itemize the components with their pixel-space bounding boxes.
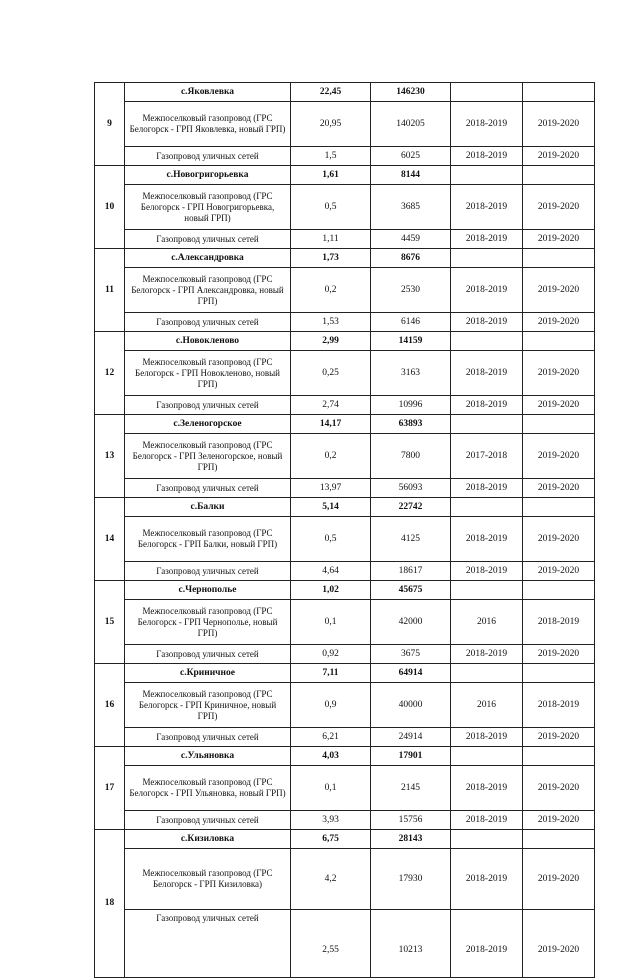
design-period: 2018-2019	[451, 268, 523, 313]
pipeline-cost: 3685	[371, 185, 451, 230]
settlement-year-start	[451, 415, 523, 434]
pipeline-description: Газопровод уличных сетей	[125, 147, 291, 166]
street-network-row	[95, 645, 595, 664]
settlement-length: 22,45	[291, 83, 371, 102]
settlement-length: 7,11	[291, 664, 371, 683]
settlement-name: с.Зеленогорское	[125, 415, 291, 434]
street-network-row	[95, 910, 595, 978]
settlement-name: с.Кизиловка	[125, 830, 291, 849]
design-period: 2018-2019	[451, 313, 523, 332]
settlement-year-start	[451, 83, 523, 102]
settlement-year-start	[451, 249, 523, 268]
pipeline-description: Межпоселковый газопровод (ГРС Белогорск - ГРП Кизиловка)	[125, 849, 291, 910]
settlement-name: с.Ульяновка	[125, 747, 291, 766]
design-period: 2018-2019	[451, 645, 523, 664]
pipeline-description: Газопровод уличных сетей	[125, 313, 291, 332]
settlement-cost: 17901	[371, 747, 451, 766]
settlement-year-end	[523, 83, 595, 102]
row-number: 14	[95, 498, 125, 581]
pipeline-cost: 10996	[371, 396, 451, 415]
pipeline-length: 6,21	[291, 728, 371, 747]
settlement-cost: 45675	[371, 581, 451, 600]
settlement-year-end	[523, 581, 595, 600]
construction-period: 2018-2019	[523, 600, 595, 645]
pipeline-cost: 3675	[371, 645, 451, 664]
pipeline-cost: 56093	[371, 479, 451, 498]
settlement-cost: 8676	[371, 249, 451, 268]
street-network-row	[95, 313, 595, 332]
construction-period: 2019-2020	[523, 811, 595, 830]
construction-period: 2019-2020	[523, 102, 595, 147]
design-period: 2018-2019	[451, 910, 523, 978]
pipeline-cost: 10213	[371, 910, 451, 978]
pipeline-cost: 6146	[371, 313, 451, 332]
pipeline-cost: 42000	[371, 600, 451, 645]
settlement-year-end	[523, 498, 595, 517]
design-period: 2018-2019	[451, 517, 523, 562]
settlement-cost: 8144	[371, 166, 451, 185]
pipeline-cost: 18617	[371, 562, 451, 581]
pipeline-description: Межпоселковый газопровод (ГРС Белогорск - ГРП Новокленово, новый ГРП)	[125, 351, 291, 396]
street-network-row	[95, 147, 595, 166]
settlement-length: 1,73	[291, 249, 371, 268]
pipeline-cost: 2530	[371, 268, 451, 313]
settlement-cost: 22742	[371, 498, 451, 517]
settlement-row	[95, 332, 595, 351]
construction-period: 2019-2020	[523, 147, 595, 166]
pipeline-cost: 4125	[371, 517, 451, 562]
inter-settlement-pipeline-row	[95, 766, 595, 811]
pipeline-cost: 17930	[371, 849, 451, 910]
pipeline-length: 20,95	[291, 102, 371, 147]
row-number: 9	[95, 83, 125, 166]
construction-period: 2019-2020	[523, 910, 595, 978]
pipeline-length: 0,5	[291, 517, 371, 562]
settlement-name: с.Яковлевка	[125, 83, 291, 102]
pipeline-cost: 6025	[371, 147, 451, 166]
pipeline-length: 0,5	[291, 185, 371, 230]
settlement-row	[95, 747, 595, 766]
row-number: 15	[95, 581, 125, 664]
construction-period: 2019-2020	[523, 230, 595, 249]
pipeline-length: 0,25	[291, 351, 371, 396]
pipeline-length: 4,2	[291, 849, 371, 910]
pipeline-length: 2,74	[291, 396, 371, 415]
pipeline-cost: 3163	[371, 351, 451, 396]
pipeline-cost: 2145	[371, 766, 451, 811]
settlement-length: 2,99	[291, 332, 371, 351]
row-number: 13	[95, 415, 125, 498]
inter-settlement-pipeline-row	[95, 268, 595, 313]
design-period: 2018-2019	[451, 396, 523, 415]
pipeline-length: 1,11	[291, 230, 371, 249]
pipeline-description: Газопровод уличных сетей	[125, 396, 291, 415]
design-period: 2018-2019	[451, 811, 523, 830]
settlement-name: с.Чернополье	[125, 581, 291, 600]
design-period: 2018-2019	[451, 728, 523, 747]
settlement-cost: 28143	[371, 830, 451, 849]
construction-period: 2019-2020	[523, 479, 595, 498]
pipeline-length: 0,2	[291, 268, 371, 313]
street-network-row	[95, 811, 595, 830]
design-period: 2016	[451, 600, 523, 645]
inter-settlement-pipeline-row	[95, 600, 595, 645]
settlement-length: 6,75	[291, 830, 371, 849]
settlement-year-end	[523, 249, 595, 268]
pipeline-description: Газопровод уличных сетей	[125, 728, 291, 747]
settlement-name: с.Новокленово	[125, 332, 291, 351]
design-period: 2018-2019	[451, 102, 523, 147]
row-number: 12	[95, 332, 125, 415]
settlement-row	[95, 83, 595, 102]
design-period: 2018-2019	[451, 849, 523, 910]
settlement-year-end	[523, 664, 595, 683]
inter-settlement-pipeline-row	[95, 351, 595, 396]
pipeline-description: Межпоселковый газопровод (ГРС Белогорск - ГРП Александровка, новый ГРП)	[125, 268, 291, 313]
inter-settlement-pipeline-row	[95, 102, 595, 147]
construction-period: 2019-2020	[523, 562, 595, 581]
pipeline-description: Газопровод уличных сетей	[125, 230, 291, 249]
settlement-year-start	[451, 747, 523, 766]
inter-settlement-pipeline-row	[95, 185, 595, 230]
settlement-length: 4,03	[291, 747, 371, 766]
design-period: 2017-2018	[451, 434, 523, 479]
design-period: 2018-2019	[451, 479, 523, 498]
street-network-row	[95, 230, 595, 249]
settlement-cost: 64914	[371, 664, 451, 683]
settlement-row	[95, 830, 595, 849]
settlement-row	[95, 249, 595, 268]
settlement-year-end	[523, 415, 595, 434]
row-number: 17	[95, 747, 125, 830]
settlement-year-end	[523, 332, 595, 351]
street-network-row	[95, 562, 595, 581]
pipeline-cost: 15756	[371, 811, 451, 830]
settlement-year-start	[451, 664, 523, 683]
settlement-year-start	[451, 830, 523, 849]
design-period: 2018-2019	[451, 766, 523, 811]
settlement-name: с.Александровка	[125, 249, 291, 268]
settlement-row	[95, 581, 595, 600]
pipeline-length: 0,1	[291, 600, 371, 645]
pipeline-description: Межпоселковый газопровод (ГРС Белогорск - ГРП Яковлевка, новый ГРП)	[125, 102, 291, 147]
settlement-row	[95, 498, 595, 517]
gasification-table	[94, 82, 595, 978]
pipeline-cost: 24914	[371, 728, 451, 747]
street-network-row	[95, 396, 595, 415]
pipeline-description: Газопровод уличных сетей	[125, 479, 291, 498]
pipeline-description: Межпоселковый газопровод (ГРС Белогорск - ГРП Чернополье, новый ГРП)	[125, 600, 291, 645]
design-period: 2018-2019	[451, 351, 523, 396]
construction-period: 2019-2020	[523, 517, 595, 562]
settlement-length: 5,14	[291, 498, 371, 517]
settlement-year-start	[451, 498, 523, 517]
pipeline-length: 13,97	[291, 479, 371, 498]
settlement-year-start	[451, 581, 523, 600]
construction-period: 2019-2020	[523, 396, 595, 415]
settlement-cost: 14159	[371, 332, 451, 351]
pipeline-description: Газопровод уличных сетей	[125, 645, 291, 664]
pipeline-description: Газопровод уличных сетей	[125, 562, 291, 581]
pipeline-cost: 4459	[371, 230, 451, 249]
pipeline-length: 4,64	[291, 562, 371, 581]
row-number: 10	[95, 166, 125, 249]
inter-settlement-pipeline-row	[95, 849, 595, 910]
design-period: 2018-2019	[451, 185, 523, 230]
construction-period: 2019-2020	[523, 645, 595, 664]
pipeline-length: 1,53	[291, 313, 371, 332]
settlement-year-end	[523, 830, 595, 849]
table-body	[95, 83, 595, 978]
pipeline-length: 0,1	[291, 766, 371, 811]
row-number: 18	[95, 830, 125, 978]
construction-period: 2019-2020	[523, 434, 595, 479]
pipeline-description: Межпоселковый газопровод (ГРС Белогорск - ГРП Зеленогорское, новый ГРП)	[125, 434, 291, 479]
pipeline-length: 0,92	[291, 645, 371, 664]
construction-period: 2019-2020	[523, 268, 595, 313]
construction-period: 2018-2019	[523, 683, 595, 728]
pipeline-length: 0,2	[291, 434, 371, 479]
construction-period: 2019-2020	[523, 351, 595, 396]
settlement-row	[95, 664, 595, 683]
design-period: 2016	[451, 683, 523, 728]
settlement-cost: 146230	[371, 83, 451, 102]
inter-settlement-pipeline-row	[95, 434, 595, 479]
settlement-year-end	[523, 747, 595, 766]
pipeline-description: Межпоселковый газопровод (ГРС Белогорск - ГРП Криничное, новый ГРП)	[125, 683, 291, 728]
settlement-year-end	[523, 166, 595, 185]
settlement-length: 1,02	[291, 581, 371, 600]
settlement-row	[95, 166, 595, 185]
row-number: 16	[95, 664, 125, 747]
construction-period: 2019-2020	[523, 728, 595, 747]
settlement-length: 1,61	[291, 166, 371, 185]
pipeline-cost: 7800	[371, 434, 451, 479]
street-network-row	[95, 728, 595, 747]
construction-period: 2019-2020	[523, 185, 595, 230]
pipeline-length: 2,55	[291, 910, 371, 978]
pipeline-length: 1,5	[291, 147, 371, 166]
pipeline-cost: 40000	[371, 683, 451, 728]
street-network-row	[95, 479, 595, 498]
settlement-cost: 63893	[371, 415, 451, 434]
construction-period: 2019-2020	[523, 313, 595, 332]
pipeline-description: Межпоселковый газопровод (ГРС Белогорск - ГРП Балки, новый ГРП)	[125, 517, 291, 562]
settlement-row	[95, 415, 595, 434]
pipeline-description: Газопровод уличных сетей	[125, 910, 291, 978]
design-period: 2018-2019	[451, 147, 523, 166]
pipeline-length: 0,9	[291, 683, 371, 728]
construction-period: 2019-2020	[523, 766, 595, 811]
pipeline-description: Межпоселковый газопровод (ГРС Белогорск - ГРП Новогригорьевка, новый ГРП)	[125, 185, 291, 230]
construction-period: 2019-2020	[523, 849, 595, 910]
pipeline-description: Межпоселковый газопровод (ГРС Белогорск - ГРП Ульяновка, новый ГРП)	[125, 766, 291, 811]
settlement-year-start	[451, 332, 523, 351]
settlement-name: с.Новогригорьевка	[125, 166, 291, 185]
design-period: 2018-2019	[451, 230, 523, 249]
settlement-length: 14,17	[291, 415, 371, 434]
inter-settlement-pipeline-row	[95, 517, 595, 562]
pipeline-description: Газопровод уличных сетей	[125, 811, 291, 830]
pipeline-length: 3,93	[291, 811, 371, 830]
row-number: 11	[95, 249, 125, 332]
inter-settlement-pipeline-row	[95, 683, 595, 728]
pipeline-cost: 140205	[371, 102, 451, 147]
design-period: 2018-2019	[451, 562, 523, 581]
settlement-name: с.Балки	[125, 498, 291, 517]
settlement-year-start	[451, 166, 523, 185]
settlement-name: с.Криничное	[125, 664, 291, 683]
